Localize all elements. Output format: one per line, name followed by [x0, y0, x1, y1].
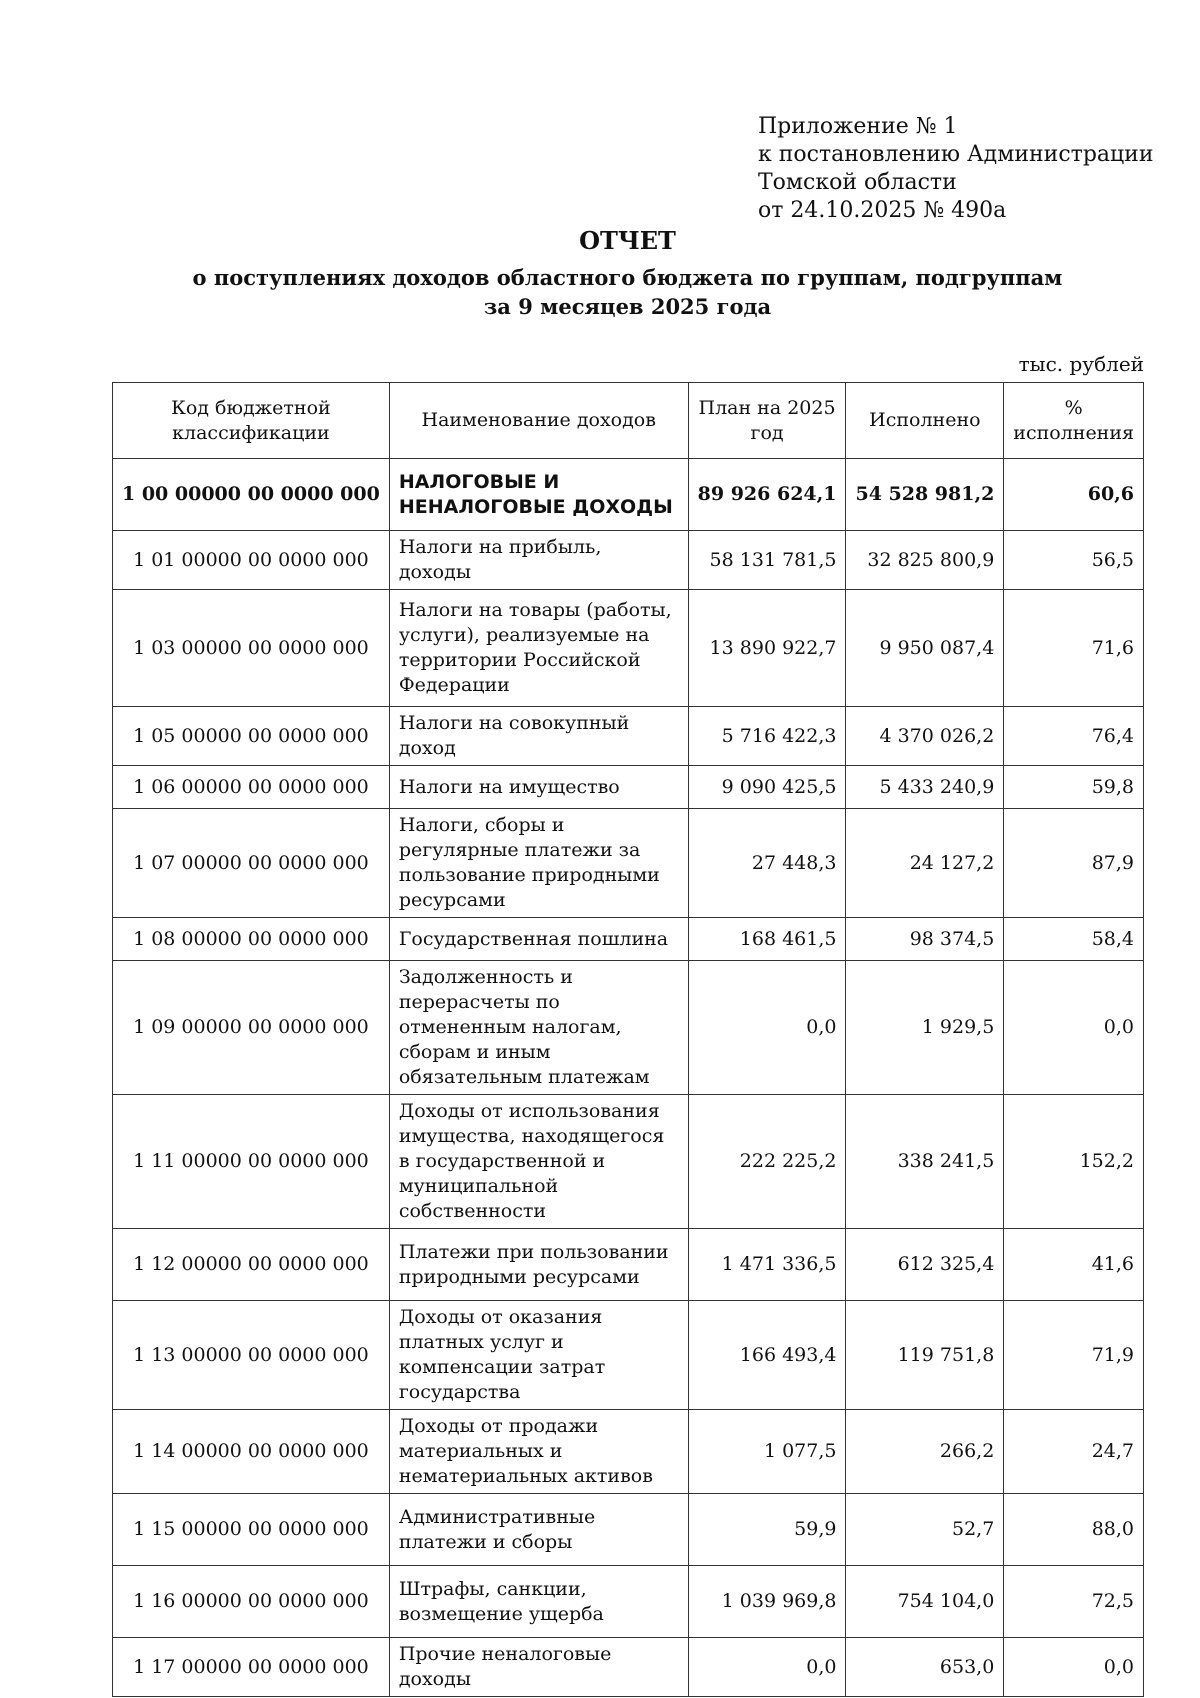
- cell-plan: 1 077,5: [688, 1410, 846, 1494]
- cell-percent: 60,6: [1004, 459, 1144, 531]
- cell-plan: 5 716 422,3: [688, 707, 846, 766]
- units-label: тыс. рублей: [1018, 352, 1144, 376]
- cell-done: 653,0: [846, 1638, 1004, 1697]
- cell-percent: 0,0: [1004, 961, 1144, 1095]
- cell-name: Прочие неналоговые доходы: [389, 1638, 688, 1697]
- cell-code: 1 06 00000 00 0000 000: [113, 766, 390, 809]
- cell-code: 1 07 00000 00 0000 000: [113, 809, 390, 918]
- cell-plan: 1 039 969,8: [688, 1566, 846, 1638]
- table-row: [113, 707, 1144, 766]
- appendix-line: от 24.10.2025 № 490а: [758, 198, 1007, 223]
- cell-done: 98 374,5: [846, 918, 1004, 961]
- cell-code: 1 11 00000 00 0000 000: [113, 1095, 390, 1229]
- cell-name: Административные платежи и сборы: [389, 1494, 688, 1566]
- cell-plan: 59,9: [688, 1494, 846, 1566]
- cell-percent: 24,7: [1004, 1410, 1144, 1494]
- cell-code: 1 14 00000 00 0000 000: [113, 1410, 390, 1494]
- cell-name: Налоги на товары (работы, услуги), реализуемые на территории Российской Федерации: [389, 590, 688, 707]
- cell-code: 1 01 00000 00 0000 000: [113, 531, 390, 590]
- header-done: Исполнено: [846, 383, 1004, 459]
- cell-percent: 152,2: [1004, 1095, 1144, 1229]
- cell-name: Доходы от продажи материальных и нематериальных активов: [389, 1410, 688, 1494]
- cell-percent: 41,6: [1004, 1229, 1144, 1301]
- cell-plan: 222 225,2: [688, 1095, 846, 1229]
- cell-done: 5 433 240,9: [846, 766, 1004, 809]
- cell-done: 612 325,4: [846, 1229, 1004, 1301]
- table-row: [113, 1410, 1144, 1494]
- report-title: ОТЧЕТ: [579, 226, 676, 255]
- cell-plan: 89 926 624,1: [688, 459, 846, 531]
- report-subtitle-line: о поступлениях доходов областного бюджета по группам, подгруппам: [192, 265, 1063, 290]
- cell-name: Платежи при пользовании природными ресурсами: [389, 1229, 688, 1301]
- cell-done: 32 825 800,9: [846, 531, 1004, 590]
- cell-code: 1 15 00000 00 0000 000: [113, 1494, 390, 1566]
- cell-code: 1 13 00000 00 0000 000: [113, 1301, 390, 1410]
- appendix-line: Томской области: [758, 170, 957, 195]
- cell-done: 52,7: [846, 1494, 1004, 1566]
- cell-name: Государственная пошлина: [389, 918, 688, 961]
- cell-done: 754 104,0: [846, 1566, 1004, 1638]
- cell-code: 1 00 00000 00 0000 000: [113, 459, 390, 531]
- table-row: [113, 459, 1144, 531]
- cell-percent: 59,8: [1004, 766, 1144, 809]
- table-row: [113, 1095, 1144, 1229]
- cell-code: 1 16 00000 00 0000 000: [113, 1566, 390, 1638]
- header-percent: % исполнения: [1004, 383, 1144, 459]
- cell-percent: 58,4: [1004, 918, 1144, 961]
- cell-percent: 88,0: [1004, 1494, 1144, 1566]
- cell-percent: 76,4: [1004, 707, 1144, 766]
- cell-name: НАЛОГОВЫЕ И НЕНАЛОГОВЫЕ ДОХОДЫ: [389, 459, 688, 531]
- cell-percent: 87,9: [1004, 809, 1144, 918]
- cell-percent: 0,0: [1004, 1638, 1144, 1697]
- table-row: [113, 590, 1144, 707]
- cell-percent: 56,5: [1004, 531, 1144, 590]
- table-row: [113, 766, 1144, 809]
- cell-plan: 166 493,4: [688, 1301, 846, 1410]
- header-plan: План на 2025 год: [688, 383, 846, 459]
- header-code: Код бюджетной классификации: [113, 383, 390, 459]
- table-row: [113, 1638, 1144, 1697]
- table-row: [113, 1229, 1144, 1301]
- cell-plan: 27 448,3: [688, 809, 846, 918]
- cell-plan: 1 471 336,5: [688, 1229, 846, 1301]
- cell-done: 24 127,2: [846, 809, 1004, 918]
- appendix-line: к постановлению Администрации: [758, 142, 1154, 167]
- cell-plan: 0,0: [688, 961, 846, 1095]
- report-subtitle-line: за 9 месяцев 2025 года: [483, 294, 772, 319]
- table-row: [113, 1301, 1144, 1410]
- table-header: [113, 383, 1144, 459]
- appendix-line: Приложение № 1: [758, 114, 958, 139]
- cell-done: 266,2: [846, 1410, 1004, 1494]
- cell-plan: 58 131 781,5: [688, 531, 846, 590]
- cell-done: 9 950 087,4: [846, 590, 1004, 707]
- cell-name: Налоги на имущество: [389, 766, 688, 809]
- table-row: [113, 809, 1144, 918]
- cell-code: 1 03 00000 00 0000 000: [113, 590, 390, 707]
- table-row: [113, 1494, 1144, 1566]
- cell-code: 1 12 00000 00 0000 000: [113, 1229, 390, 1301]
- table-row: [113, 918, 1144, 961]
- cell-plan: 168 461,5: [688, 918, 846, 961]
- cell-percent: 71,6: [1004, 590, 1144, 707]
- cell-percent: 72,5: [1004, 1566, 1144, 1638]
- table-row: [113, 531, 1144, 590]
- cell-plan: 9 090 425,5: [688, 766, 846, 809]
- cell-code: 1 08 00000 00 0000 000: [113, 918, 390, 961]
- report-subtitle: [0, 263, 1200, 321]
- cell-code: 1 17 00000 00 0000 000: [113, 1638, 390, 1697]
- cell-code: 1 09 00000 00 0000 000: [113, 961, 390, 1095]
- cell-done: 54 528 981,2: [846, 459, 1004, 531]
- cell-name: Задолженность и перерасчеты по отмененным налогам, сборам и иным обязательным платежам: [389, 961, 688, 1095]
- cell-done: 1 929,5: [846, 961, 1004, 1095]
- cell-name: Штрафы, санкции, возмещение ущерба: [389, 1566, 688, 1638]
- cell-name: Налоги, сборы и регулярные платежи за пользование природными ресурсами: [389, 809, 688, 918]
- cell-name: Доходы от оказания платных услуг и компенсации затрат государства: [389, 1301, 688, 1410]
- cell-done: 338 241,5: [846, 1095, 1004, 1229]
- cell-done: 119 751,8: [846, 1301, 1004, 1410]
- cell-done: 4 370 026,2: [846, 707, 1004, 766]
- table-row: [113, 961, 1144, 1095]
- table-row: [113, 1566, 1144, 1638]
- header-name: Наименование доходов: [389, 383, 688, 459]
- cell-name: Налоги на прибыль, доходы: [389, 531, 688, 590]
- cell-percent: 71,9: [1004, 1301, 1144, 1410]
- table-body: [113, 459, 1144, 1697]
- income-table: [112, 382, 1144, 1697]
- cell-name: Доходы от использования имущества, находящегося в государственной и муниципальной собственности: [389, 1095, 688, 1229]
- cell-plan: 13 890 922,7: [688, 590, 846, 707]
- appendix-block: [758, 113, 1154, 225]
- cell-plan: 0,0: [688, 1638, 846, 1697]
- cell-name: Налоги на совокупный доход: [389, 707, 688, 766]
- cell-code: 1 05 00000 00 0000 000: [113, 707, 390, 766]
